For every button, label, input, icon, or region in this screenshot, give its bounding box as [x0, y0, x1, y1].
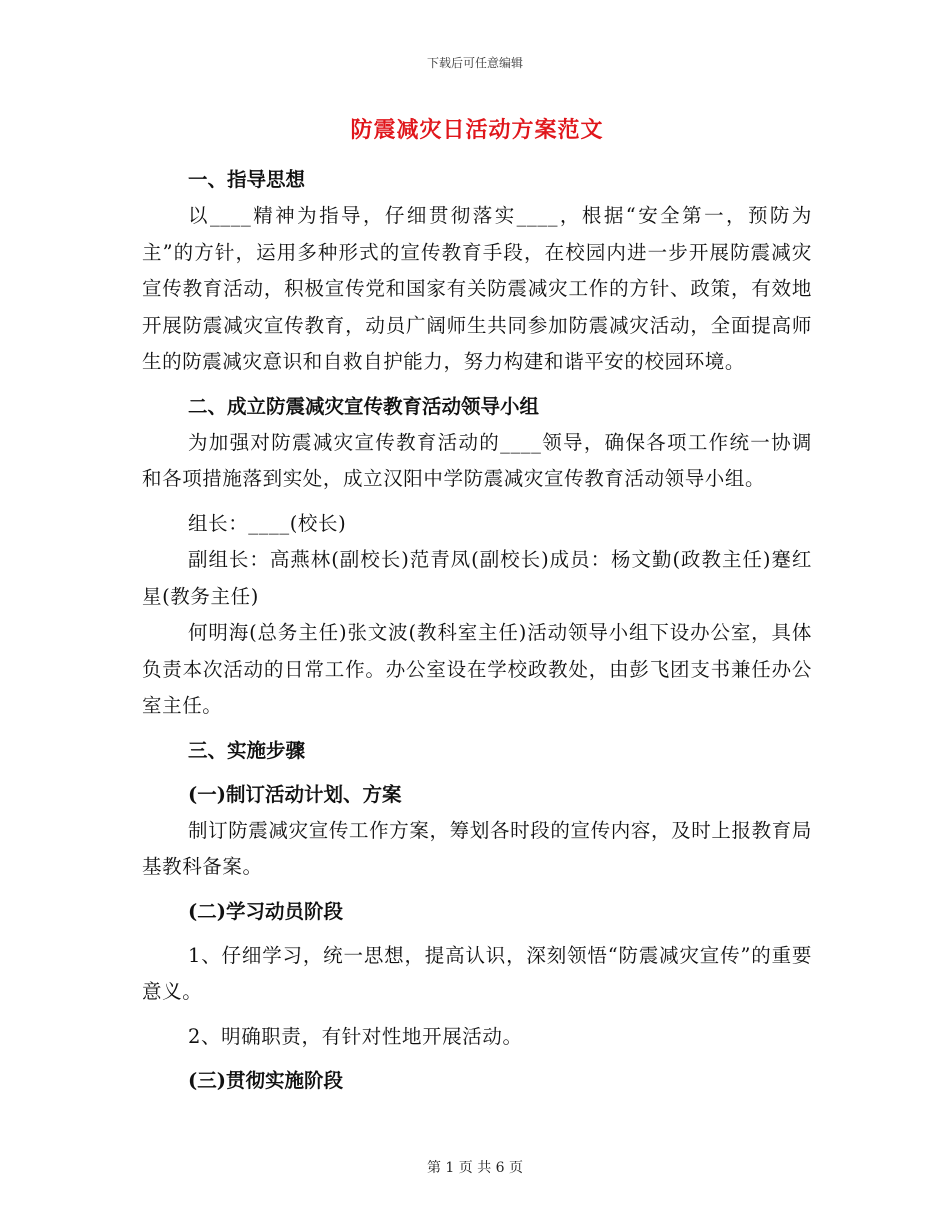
paragraph-members-office: 何明海(总务主任)张文波(教科室主任)活动领导小组下设办公室，具体负责本次活动的日常工作。办公室设在学校政教处，由彭飞团支书兼任办公室主任。	[142, 621, 812, 717]
section-heading-guiding-ideology: 一、指导思想	[188, 168, 306, 191]
paragraph-study-1: 1、仔细学习，统一思想，提高认识，深刻领悟“防震减灾宣传”的重要意义。	[142, 943, 812, 1003]
page-header: 下载后可任意编辑	[426, 56, 523, 70]
document-body	[142, 112, 812, 1099]
page-footer: 第 1 页 共 6 页	[426, 1160, 524, 1176]
paragraph-leadership-group: 为加强对防震减灾宣传教育活动的____领导，确保各项工作统一协调和各项措施落到实处，成立汉阳中学防震减灾宣传教育活动领导小组。	[142, 430, 812, 490]
paragraph-group-leader: 组长：____(校长)	[188, 511, 347, 535]
paragraph-guiding-ideology: 以____精神为指导，仔细贯彻落实____，根据“安全第一，预防为主”的方针，运用多种形式的宣传教育手段，在校园内进一步开展防震减灾宣传教育活动，积极宣传党和国家有关防震减灾工作的方针、政策，有效地开展防震减灾宣传教育，动员广阔师生共同参加防震减灾活动，全面提高师生的防震减灾意识和自救自护能力，努力构建和谐平安的校园环境。	[142, 204, 812, 373]
paragraph-plan: 制订防震减灾宣传工作方案，筹划各时段的宣传内容，及时上报教育局基教科备案。	[142, 818, 812, 878]
section-heading-implementation-steps: 三、实施步骤	[188, 738, 306, 762]
paragraph-deputy-leaders: 副组长：高燕林(副校长)范青凤(副校长)成员：杨文勤(政教主任)蹇红星(教务主任)	[142, 548, 812, 608]
subheading-plan: (一)制订活动计划、方案	[188, 782, 402, 806]
section-heading-leadership-group: 二、成立防震减灾宣传教育活动领导小组	[188, 394, 540, 418]
paragraph-study-2: 2、明确职责，有针对性地开展活动。	[188, 1024, 523, 1048]
document-title: 防震减灾日活动方案范文	[350, 117, 604, 143]
subheading-implementation: (三)贯彻实施阶段	[188, 1069, 343, 1092]
subheading-study-mobilization: (二)学习动员阶段	[188, 899, 343, 923]
